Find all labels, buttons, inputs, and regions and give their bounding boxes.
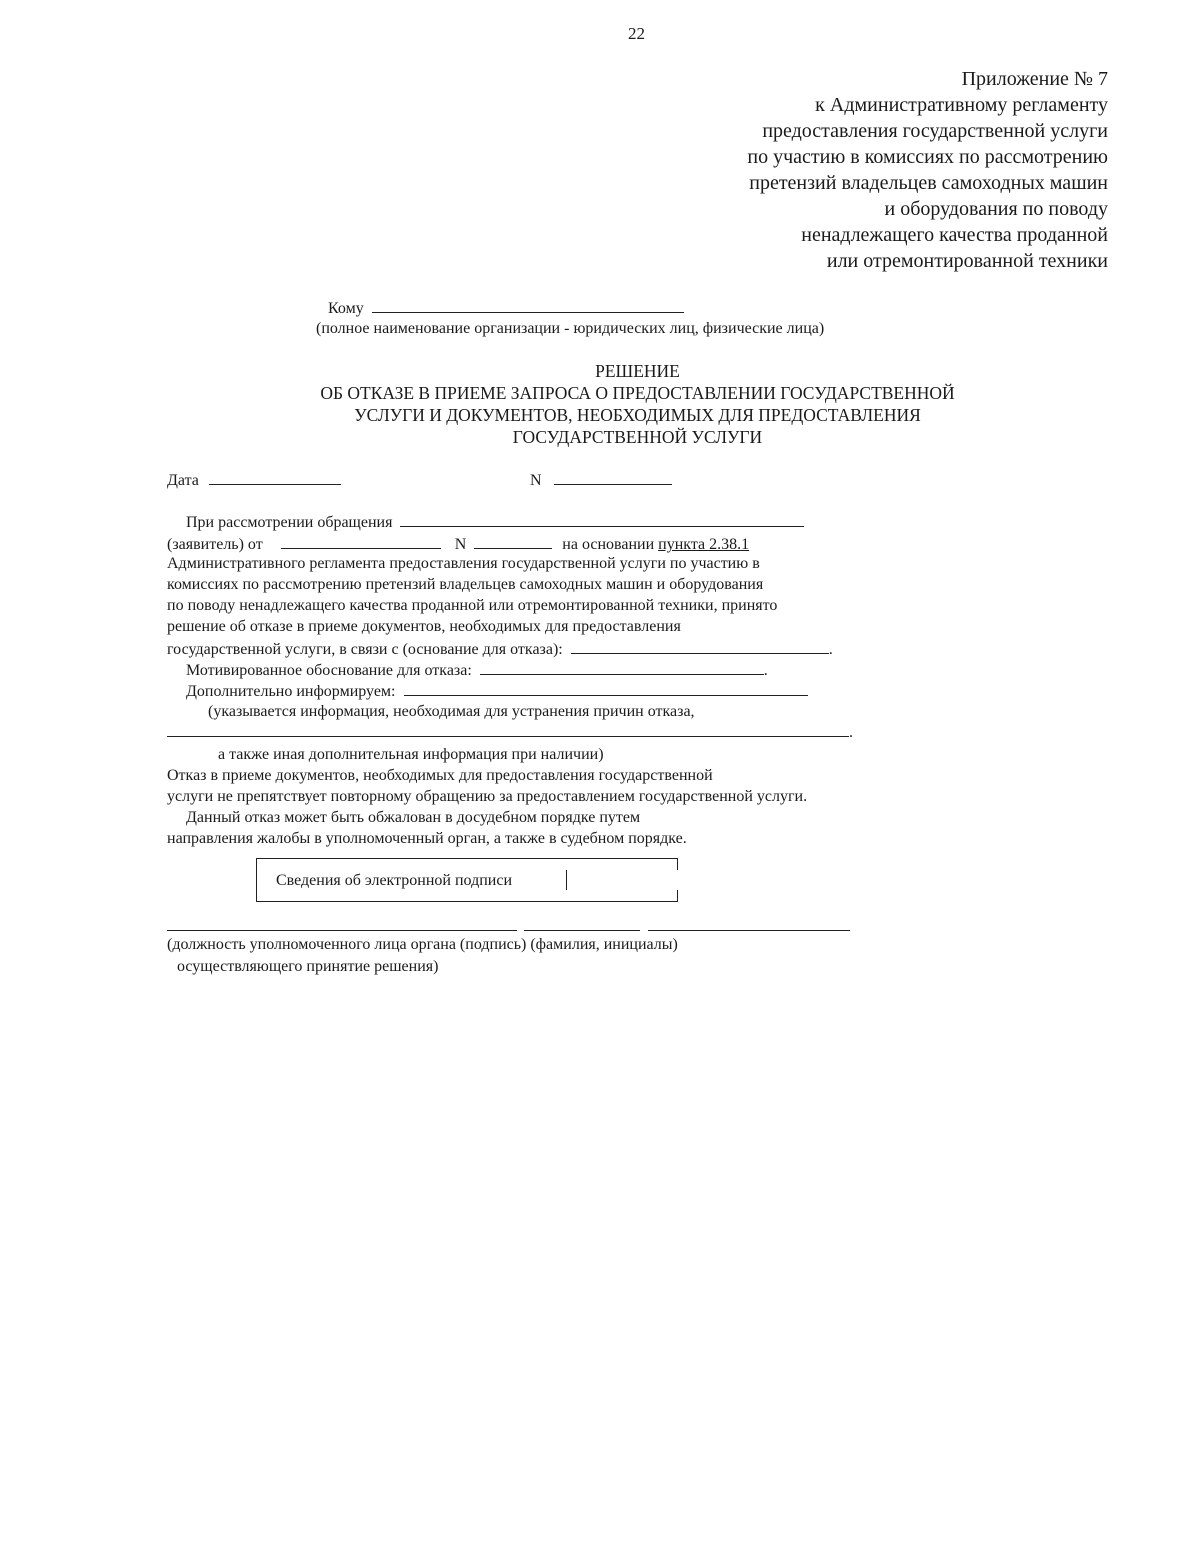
number-row — [530, 470, 672, 490]
number-field[interactable] — [554, 470, 672, 485]
from-date-field[interactable] — [281, 534, 441, 549]
full-name-signature-line[interactable] — [648, 930, 850, 931]
signature-box-label: Сведения об электронной подписи — [276, 872, 513, 889]
recipient-label: Кому — [328, 300, 364, 317]
footer-caption: (должность уполномоченного лица органа (подпись) (фамилия, инициалы) — [167, 936, 678, 953]
electronic-signature-box — [256, 858, 678, 902]
body-text: N — [454, 536, 467, 553]
appendix-line: претензий владельцев самоходных машин — [749, 172, 1108, 194]
body-line: Административного регламента предоставления государственной услуги по участию в — [167, 555, 760, 572]
appendix-line: или отремонтированной техники — [826, 250, 1108, 272]
body-text: на основании — [562, 536, 655, 553]
recipient-field[interactable] — [372, 298, 684, 313]
signature-line[interactable] — [524, 930, 640, 931]
body-line: Отказ в приеме документов, необходимых для предоставления государственной — [167, 767, 713, 784]
number-label: N — [530, 472, 542, 489]
body-text: государственной услуги, в связи с (основание для отказа): — [167, 641, 563, 658]
body-line: по поводу ненадлежащего качества проданной или отремонтированной техники, принято — [167, 597, 778, 614]
footer-caption: осуществляющего принятие решения) — [177, 958, 439, 975]
additional-info-field-2[interactable] — [167, 722, 849, 737]
date-field[interactable] — [209, 470, 341, 485]
appendix-line: к Административному регламенту — [815, 94, 1108, 116]
body-line — [186, 660, 768, 680]
body-line: направления жалобы в уполномоченный орган, а также в судебном порядке. — [167, 830, 687, 847]
page-number: 22 — [628, 24, 645, 43]
body-text: (заявитель) от — [167, 536, 263, 553]
additional-info-field[interactable] — [404, 681, 808, 696]
body-line: решение об отказе в приеме документов, необходимых для предоставления — [167, 618, 681, 635]
body-text: . — [849, 724, 853, 741]
appendix-line: предоставления государственной услуги — [762, 120, 1108, 142]
title-line: РЕШЕНИЕ — [595, 361, 680, 381]
body-text: . — [828, 641, 833, 658]
document-title — [290, 360, 985, 448]
refusal-basis-field[interactable] — [571, 639, 829, 654]
body-line: Данный отказ может быть обжалован в досудебном порядке путем — [186, 809, 641, 826]
motivation-field[interactable] — [480, 660, 764, 675]
appendix-line: по участию в комиссиях по рассмотрению — [747, 146, 1108, 168]
body-line: услуги не препятствует повторному обращению за предоставлением государственной услуги. — [167, 788, 808, 805]
body-line — [167, 722, 853, 742]
recipient-hint: (полное наименование организации - юридических лиц, физические лица) — [316, 320, 825, 337]
position-signature-line[interactable] — [167, 930, 517, 931]
appendix-line: ненадлежащего качества проданной — [801, 224, 1108, 246]
appeal-number-field[interactable] — [474, 534, 552, 549]
body-text: При рассмотрении обращения — [186, 514, 393, 531]
title-line: УСЛУГИ И ДОКУМЕНТОВ, НЕОБХОДИМЫХ ДЛЯ ПРЕДОСТАВЛЕНИЯ — [354, 405, 921, 425]
recipient-row — [328, 298, 684, 318]
body-text: Дополнительно информируем: — [186, 683, 396, 700]
appeal-field[interactable] — [400, 512, 804, 527]
clause-reference: пункта 2.38.1 — [658, 536, 750, 553]
title-line: ОБ ОТКАЗЕ В ПРИЕМЕ ЗАПРОСА О ПРЕДОСТАВЛЕНИИ ГОСУДАРСТВЕННОЙ — [320, 383, 955, 403]
date-label: Дата — [167, 472, 199, 489]
body-line — [186, 681, 808, 701]
appendix-line: и оборудования по поводу — [884, 198, 1108, 220]
body-line — [186, 512, 804, 532]
body-line: а также иная дополнительная информация при наличии) — [218, 746, 604, 763]
body-line: комиссиях по рассмотрению претензий владельцев самоходных машин и оборудования — [167, 576, 764, 593]
signature-box-divider — [566, 870, 567, 890]
body-text: . — [763, 662, 768, 679]
body-line — [167, 639, 833, 659]
title-line: ГОСУДАРСТВЕННОЙ УСЛУГИ — [512, 427, 763, 447]
body-text: Мотивированное обоснование для отказа: — [186, 662, 472, 679]
appendix-line: Приложение № 7 — [961, 68, 1108, 90]
body-line — [167, 534, 749, 554]
body-line: (указывается информация, необходимая для устранения причин отказа, — [208, 703, 695, 720]
date-row — [167, 470, 341, 490]
appendix-header — [747, 66, 1108, 274]
